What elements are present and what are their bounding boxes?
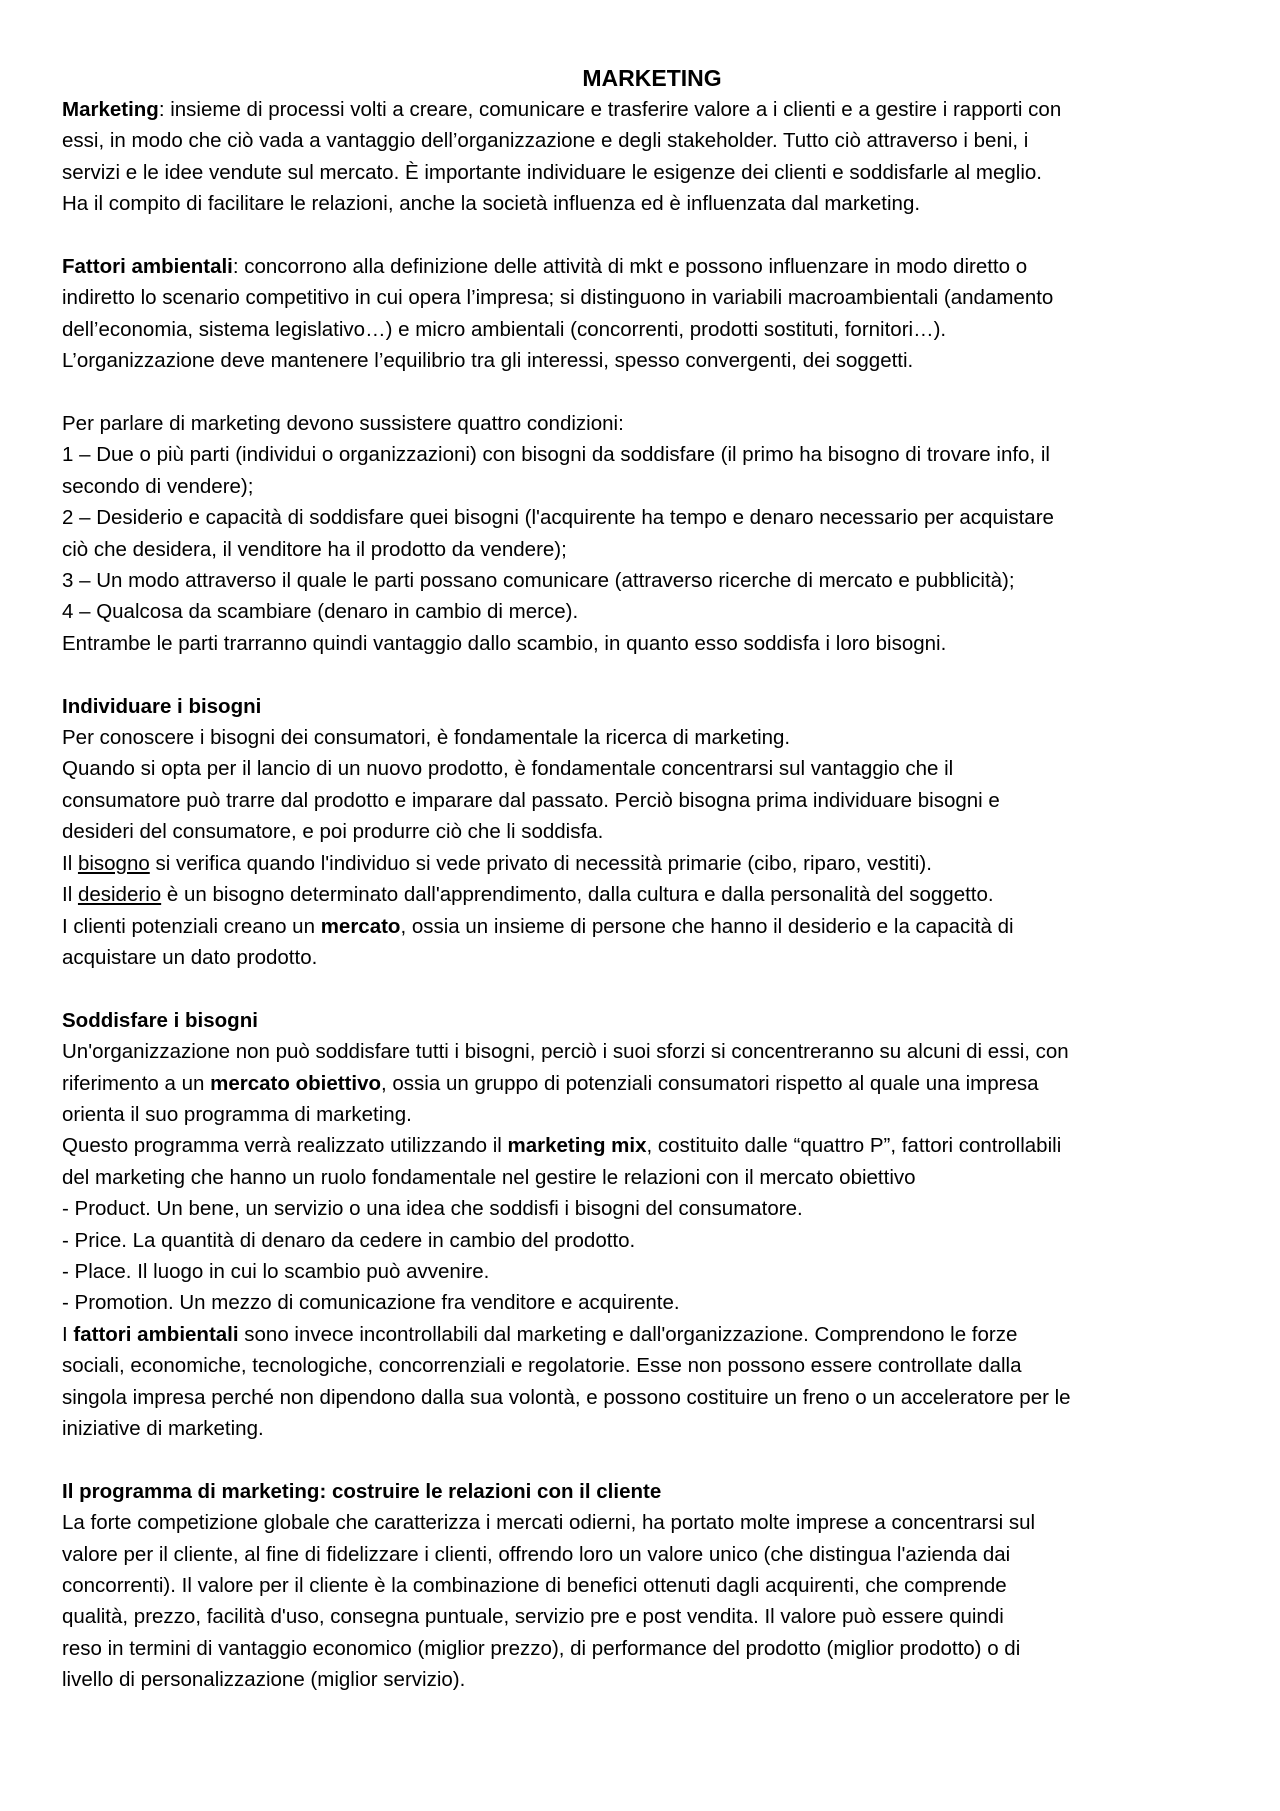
list-item: - Promotion. Un mezzo di comunicazione fra venditore e acquirente. (62, 1291, 680, 1315)
individuare-section (62, 691, 1242, 974)
text-line: valore per il cliente, al fine di fidelizzare i clienti, offrendo loro un valore unico (che distingua l'azienda dai (62, 1542, 1011, 1566)
text-line: Per conoscere i bisogni dei consumatori, è fondamentale la ricerca di marketing. (62, 726, 791, 750)
text-line: L’organizzazione deve mantenere l’equilibrio tra gli interessi, spesso convergenti, dei soggetti. (62, 349, 914, 373)
text-line: desideri del consumatore, e poi produrre ciò che li soddisfa. (62, 820, 604, 844)
term-underlined: desiderio (77, 883, 162, 907)
programma-section (62, 1476, 1242, 1696)
text-line: Il bisogno si verifica quando l'individuo si vede privato di necessità primarie (cibo, riparo, vestiti). (62, 851, 932, 875)
text-line: 3 – Un modo attraverso il quale le parti possano comunicare (attraverso ricerche di mercato e pubblicità); (62, 569, 1015, 593)
term-bold: Marketing (62, 98, 159, 121)
text-line: servizi e le idee vendute sul mercato. È importante individuare le esigenze dei clienti e soddisfarle al meglio. (62, 160, 1042, 184)
text-line: dell’economia, sistema legislativo…) e micro ambientali (concorrenti, prodotti sostituti, fornitori…). (62, 317, 947, 341)
text-line: I clienti potenziali creano un mercato, ossia un insieme di persone che hanno il desiderio e la capacità di (62, 914, 1014, 938)
paragraph-gap (62, 220, 1242, 251)
intro-paragraph (62, 94, 1242, 220)
text-line: Ha il compito di facilitare le relazioni, anche la società influenza ed è influenzata dal marketing. (62, 192, 921, 216)
text-line: Per parlare di marketing devono sussistere quattro condizioni: (62, 412, 624, 436)
text-line: qualità, prezzo, facilità d'uso, consegna puntuale, servizio pre e post vendita. Il valore può essere quindi (62, 1605, 1004, 1629)
text-line: Il desiderio è un bisogno determinato dall'apprendimento, dalla cultura e dalla personalità del soggetto. (62, 883, 994, 907)
text-line: consumatore può trarre dal prodotto e imparare dal passato. Perciò bisogna prima individuare bisogni e (62, 788, 1000, 812)
term-bold: mercato obiettivo (210, 1071, 381, 1095)
text-line: iniziative di marketing. (62, 1417, 264, 1440)
text-line: indiretto lo scenario competitivo in cui opera l’impresa; si distinguono in variabili macroambientali (andamento (62, 286, 1054, 310)
text-line: Un'organizzazione non può soddisfare tutti i bisogni, perciò i suoi sforzi si concentreranno su alcuni di essi, con (62, 1040, 1069, 1064)
page-title: MARKETING (582, 65, 722, 91)
list-item: - Price. La quantità di denaro da cedere in cambio del prodotto. (62, 1228, 636, 1252)
text-line: Fattori ambientali: concorrono alla definizione delle attività di mkt e possono influenzare in modo diretto o (62, 255, 1028, 279)
term-bold: marketing mix (507, 1134, 647, 1158)
text-line: concorrenti). Il valore per il cliente è la combinazione di benefici ottenuti dagli acquirenti, che comprende (62, 1574, 1007, 1598)
document-page (62, 62, 1242, 1696)
text-line: del marketing che hanno un ruolo fondamentale nel gestire le relazioni con il mercato obiettivo (62, 1165, 916, 1189)
paragraph-gap (62, 1444, 1242, 1475)
term-underlined: bisogno (77, 851, 150, 875)
text-line: sociali, economiche, tecnologiche, concorrenziali e regolatorie. Esse non possono essere controllate dalla (62, 1354, 1022, 1378)
text-line: secondo di vendere); (62, 474, 254, 498)
soddisfare-section (62, 1005, 1242, 1445)
section-heading: Soddisfare i bisogni (62, 1008, 258, 1032)
text-line: Entrambe le parti trarranno quindi vantaggio dallo scambio, in quanto esso soddisfa i loro bisogni. (62, 631, 947, 655)
text-line: 4 – Qualcosa da scambiare (denaro in cambio di merce). (62, 600, 579, 624)
condizioni-paragraph (62, 408, 1242, 659)
text-line: La forte competizione globale che caratterizza i mercati odierni, ha portato molte imprese a concentrarsi sul (62, 1511, 1036, 1535)
list-item: - Place. Il luogo in cui lo scambio può avvenire. (62, 1259, 490, 1283)
text-line: Marketing: insieme di processi volti a creare, comunicare e trasferire valore a i clienti e a gestire i rapporti con (62, 98, 1062, 121)
text-line: 1 – Due o più parti (individui o organizzazioni) con bisogni da soddisfare (il primo ha bisogno di trovare info, il (62, 443, 1050, 467)
text-line: Questo programma verrà realizzato utilizzando il marketing mix, costituito dalle “quattro P”, fattori controllabili (62, 1134, 1062, 1158)
section-heading: Il programma di marketing: costruire le relazioni con il cliente (62, 1479, 662, 1503)
text-line: acquistare un dato prodotto. (62, 945, 318, 969)
text-line: Quando si opta per il lancio di un nuovo prodotto, è fondamentale concentrarsi sul vantaggio che il (62, 757, 954, 781)
text-line: 2 – Desiderio e capacità di soddisfare quei bisogni (l'acquirente ha tempo e denaro necessario per acquistare (62, 506, 1054, 530)
paragraph-gap (62, 659, 1242, 690)
text-line: essi, in modo che ciò vada a vantaggio dell’organizzazione e degli stakeholder. Tutto ciò attraverso i beni, i (62, 129, 1029, 153)
section-heading: Individuare i bisogni (62, 694, 262, 718)
text-line: I fattori ambientali sono invece incontrollabili dal marketing e dall'organizzazione. Comprendono le forze (62, 1322, 1018, 1346)
list-item: - Product. Un bene, un servizio o una idea che soddisfi i bisogni del consumatore. (62, 1197, 803, 1221)
text-line: ciò che desidera, il venditore ha il prodotto da vendere); (62, 537, 567, 561)
text-line: livello di personalizzazione (miglior servizio). (62, 1668, 466, 1692)
paragraph-gap (62, 377, 1242, 408)
fattori-paragraph (62, 251, 1242, 377)
text-line: orienta il suo programma di marketing. (62, 1102, 412, 1126)
term-bold: fattori ambientali (73, 1322, 239, 1346)
text-line: singola impresa perché non dipendono dalla sua volontà, e possono costituire un freno o un acceleratore per le (62, 1385, 1071, 1409)
paragraph-gap (62, 973, 1242, 1004)
text-line: riferimento a un mercato obiettivo, ossia un gruppo di potenziali consumatori rispetto al quale una impresa (62, 1071, 1039, 1095)
term-bold: Fattori ambientali (62, 255, 233, 279)
term-bold: mercato (320, 914, 401, 938)
text-line: reso in termini di vantaggio economico (miglior prezzo), di performance del prodotto (miglior prodotto) o di (62, 1636, 1021, 1660)
